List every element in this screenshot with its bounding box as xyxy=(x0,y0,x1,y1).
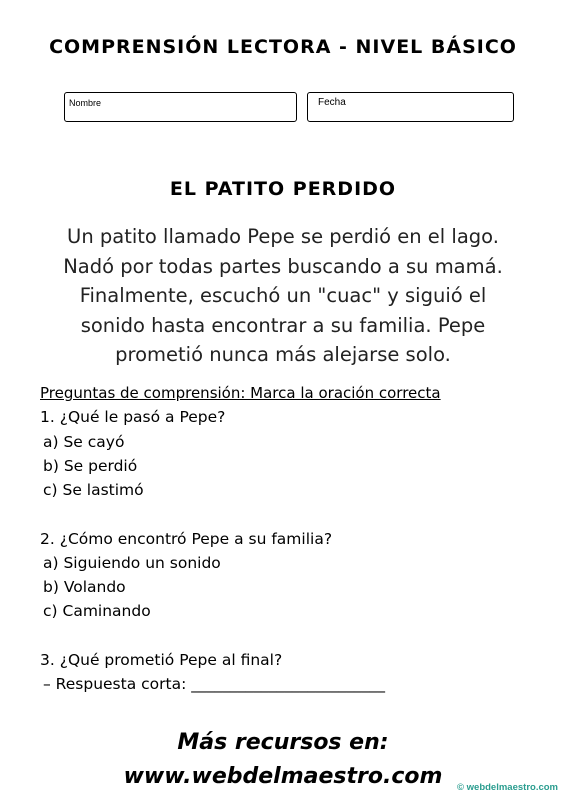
question-2-option-c[interactable]: c) Caminando xyxy=(43,602,151,620)
copyright-text: © webdelmaestro.com xyxy=(457,782,558,793)
question-1-option-c[interactable]: c) Se lastimó xyxy=(43,481,144,499)
footer-resources-text: Más recursos en: xyxy=(177,730,389,755)
question-2: 2. ¿Cómo encontró Pepe a su familia? xyxy=(40,530,333,548)
story-line: Finalmente, escuchó un "cuac" y siguió el xyxy=(79,284,487,307)
question-1-option-a[interactable]: a) Se cayó xyxy=(43,433,125,451)
question-3: 3. ¿Qué prometió Pepe al final? xyxy=(40,651,283,669)
story-line: sonido hasta encontrar a su familia. Pepe xyxy=(80,313,486,337)
story-text xyxy=(30,222,536,370)
name-field-label: Nombre xyxy=(69,98,102,108)
question-3-answer-line[interactable]: – Respuesta corta: _________________________ xyxy=(43,675,385,693)
date-field[interactable] xyxy=(307,92,514,122)
name-field[interactable] xyxy=(64,92,297,122)
story-line: Nadó por todas partes buscando a su mamá. xyxy=(63,254,503,278)
questions-heading: Preguntas de comprensión: Marca la oración correcta xyxy=(40,384,441,402)
story-line: Un patito llamado Pepe se perdió en el lago. xyxy=(67,225,499,248)
date-field-label: Fecha xyxy=(318,97,346,108)
question-1: 1. ¿Qué le pasó a Pepe? xyxy=(40,408,226,426)
story-title: EL PATITO PERDIDO xyxy=(169,178,397,200)
footer-website-link[interactable]: www.webdelmaestro.com xyxy=(123,764,443,789)
question-2-option-b[interactable]: b) Volando xyxy=(43,578,126,596)
question-2-option-a[interactable]: a) Siguiendo un sonido xyxy=(43,554,221,572)
question-1-option-b[interactable]: b) Se perdió xyxy=(43,457,138,475)
story-line: prometió nunca más alejarse solo. xyxy=(115,343,451,366)
page-title: COMPRENSIÓN LECTORA - NIVEL BÁSICO xyxy=(49,36,517,58)
